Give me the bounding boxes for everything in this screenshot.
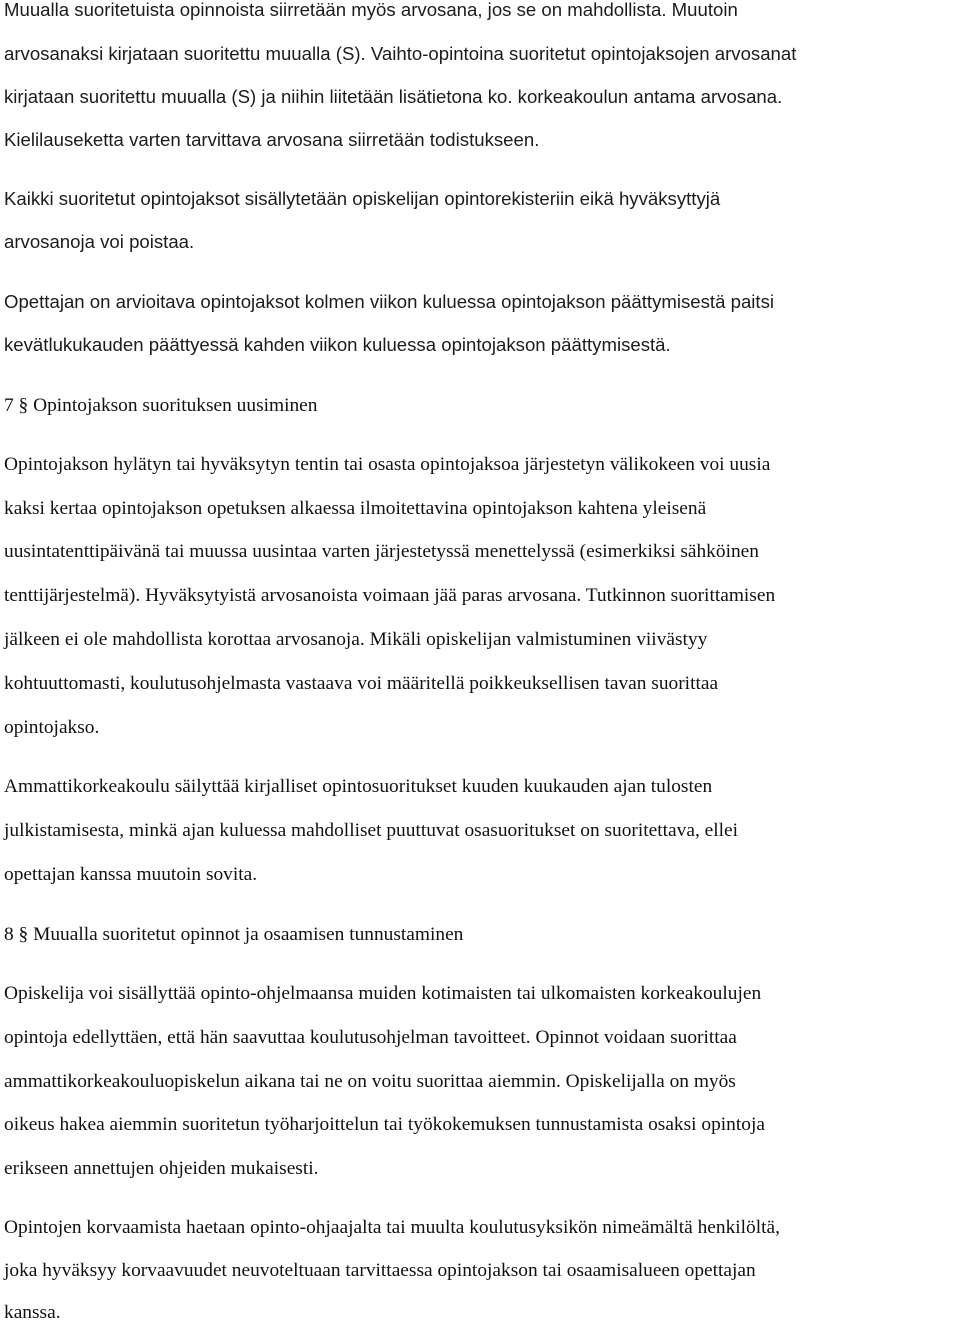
paragraph-line: kanssa. — [4, 1302, 61, 1323]
paragraph-line: julkistamisesta, minkä ajan kuluessa mahdolliset puuttuvat osasuoritukset on suoritettava, ellei — [4, 820, 739, 841]
paragraph-line: tenttijärjestelmä). Hyväksytyistä arvosanoista voimaan jää paras arvosana. Tutkinnon suorittamisen — [4, 585, 776, 606]
paragraph-line: Opettajan on arvioitava opintojaksot kolmen viikon kuluessa opintojakson päättymisestä paitsi — [4, 291, 775, 312]
paragraph-line: arvosanaksi kirjataan suoritettu muualla (S). Vaihto-opintoina suoritetut opintojaksojen arvosanat — [4, 43, 797, 64]
paragraph-line: kaksi kertaa opintojakson opetuksen alkaessa ilmoitettavina opintojakson kahtena yleisenä — [4, 498, 707, 519]
paragraph-line: opettajan kanssa muutoin sovita. — [4, 864, 258, 885]
paragraph-line: Opintojen korvaamista haetaan opinto-ohjaajalta tai muulta koulutusyksikön nimeämältä henkilöltä, — [4, 1217, 780, 1238]
paragraph-line: oikeus hakea aiemmin suoritetun työharjoittelun tai työkokemuksen tunnustamista osaksi opintoja — [4, 1114, 765, 1135]
section-heading-8: 8 § Muualla suoritetut opinnot ja osaamisen tunnustaminen — [4, 924, 464, 945]
paragraph-line: Kielilauseketta varten tarvittava arvosana siirretään todistukseen. — [4, 129, 540, 150]
paragraph-line: uusintatenttipäivänä tai muussa uusintaa varten järjestetyssä menettelyssä (esimerkiksi sähköinen — [4, 541, 759, 562]
paragraph-line: Opiskelija voi sisällyttää opinto-ohjelmaansa muiden kotimaisten tai ulkomaisten korkeakoulujen — [4, 983, 762, 1004]
paragraph-line: Opintojakson hylätyn tai hyväksytyn tentin tai osasta opintojaksoa järjestetyn välikokeen voi uusia — [4, 454, 771, 475]
paragraph-line: erikseen annettujen ohjeiden mukaisesti. — [4, 1158, 319, 1179]
paragraph-line: Ammattikorkeakoulu säilyttää kirjalliset opintosuoritukset kuuden kuukauden ajan tulosten — [4, 776, 713, 797]
paragraph-line: arvosanoja voi poistaa. — [4, 231, 195, 252]
paragraph-line: opintojakso. — [4, 717, 100, 738]
paragraph-line: Kaikki suoritetut opintojaksot sisällytetään opiskelijan opintorekisteriin eikä hyväksyttyjä — [4, 188, 721, 209]
paragraph-line: opintoja edellyttäen, että hän saavuttaa koulutusohjelman tavoitteet. Opinnot voidaan suorittaa — [4, 1027, 737, 1048]
paragraph-line: joka hyväksyy korvaavuudet neuvoteltuaan tarvittaessa opintojakson tai osaamisalueen opettajan — [4, 1260, 756, 1281]
section-heading-7: 7 § Opintojakson suorituksen uusiminen — [4, 395, 318, 416]
paragraph-line: Muualla suoritetuista opinnoista siirretään myös arvosana, jos se on mahdollista. Muutoin — [4, 0, 738, 20]
paragraph-line: ammattikorkeakouluopiskelun aikana tai ne on voitu suorittaa aiemmin. Opiskelijalla on myös — [4, 1071, 736, 1092]
paragraph-line: jälkeen ei ole mahdollista korottaa arvosanoja. Mikäli opiskelijan valmistuminen viivästyy — [4, 629, 708, 650]
paragraph-line: kevätlukukauden päättyessä kahden viikon kuluessa opintojakson päättymisestä. — [4, 334, 671, 355]
paragraph-line: kohtuuttomasti, koulutusohjelmasta vastaava voi määritellä poikkeuksellisen tavan suorittaa — [4, 673, 719, 694]
paragraph-line: kirjataan suoritettu muualla (S) ja niihin liitetään lisätietona ko. korkeakoulun antama arvosana. — [4, 86, 783, 107]
